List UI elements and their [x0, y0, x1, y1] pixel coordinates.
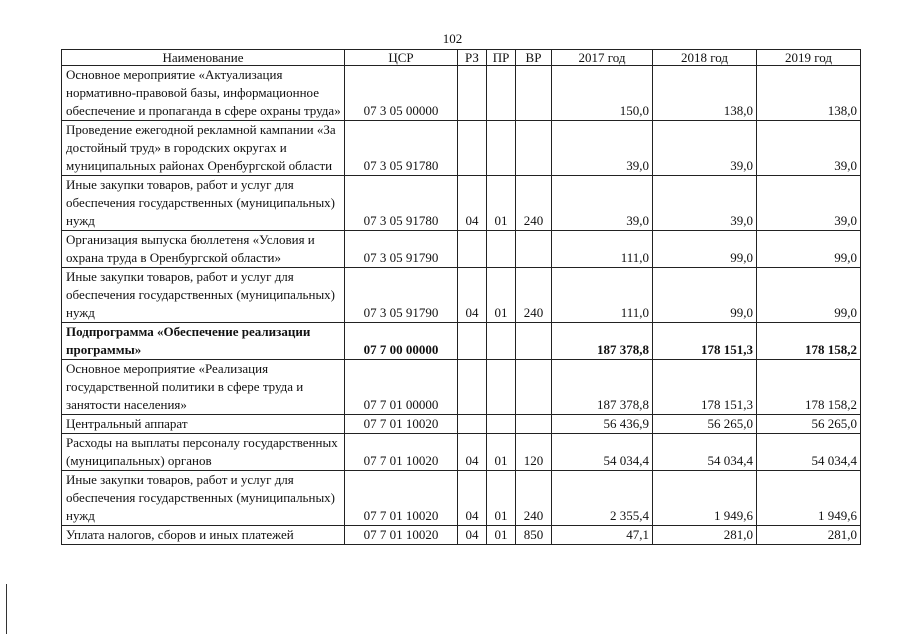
- cell-csr: 07 3 05 91790: [345, 231, 458, 268]
- cell-csr: 07 3 05 00000: [345, 66, 458, 121]
- cell-pr: 01: [487, 434, 516, 471]
- cell-vr: 240: [516, 176, 552, 231]
- cell-csr: 07 3 05 91780: [345, 176, 458, 231]
- cell-name: Основное мероприятие «Актуализация нормативно-правовой базы, информационное обеспечение и пропаганда в сфере охраны труда»: [62, 66, 345, 121]
- cell-2017: 187 378,8: [552, 323, 653, 360]
- cell-rz: 04: [458, 526, 487, 545]
- cell-pr: [487, 66, 516, 121]
- cell-vr: 120: [516, 434, 552, 471]
- cell-2017: 39,0: [552, 176, 653, 231]
- cell-2017: 111,0: [552, 268, 653, 323]
- cell-2018: 99,0: [653, 268, 757, 323]
- cell-csr: 07 7 01 10020: [345, 526, 458, 545]
- cell-2017: 56 436,9: [552, 415, 653, 434]
- cell-pr: [487, 121, 516, 176]
- cell-vr: [516, 323, 552, 360]
- col-header-pr: ПР: [487, 50, 516, 66]
- cell-name: Центральный аппарат: [62, 415, 345, 434]
- margin-line: [6, 584, 7, 634]
- cell-rz: 04: [458, 471, 487, 526]
- col-header-rz: РЗ: [458, 50, 487, 66]
- page-number: 102: [442, 31, 463, 46]
- cell-name: Организация выпуска бюллетеня «Условия и охрана труда в Оренбургской области»: [62, 231, 345, 268]
- cell-2018: 39,0: [653, 121, 757, 176]
- cell-2019: 138,0: [757, 66, 861, 121]
- cell-csr: 07 7 01 00000: [345, 360, 458, 415]
- cell-pr: [487, 360, 516, 415]
- col-header-csr: ЦСР: [345, 50, 458, 66]
- cell-vr: 240: [516, 268, 552, 323]
- budget-table: [61, 49, 861, 545]
- cell-csr: 07 7 01 10020: [345, 471, 458, 526]
- cell-pr: [487, 323, 516, 360]
- cell-rz: [458, 121, 487, 176]
- header-row: [62, 50, 861, 66]
- cell-2018: 1 949,6: [653, 471, 757, 526]
- cell-2018: 178 151,3: [653, 360, 757, 415]
- col-header-2018: 2018 год: [653, 50, 757, 66]
- col-header-2017: 2017 год: [552, 50, 653, 66]
- cell-2017: 2 355,4: [552, 471, 653, 526]
- cell-pr: [487, 231, 516, 268]
- cell-2018: 138,0: [653, 66, 757, 121]
- cell-rz: 04: [458, 434, 487, 471]
- table-row: [62, 268, 861, 323]
- col-header-name: Наименование: [62, 50, 345, 66]
- cell-2018: 54 034,4: [653, 434, 757, 471]
- table-row: [62, 360, 861, 415]
- cell-2017: 54 034,4: [552, 434, 653, 471]
- cell-rz: [458, 415, 487, 434]
- cell-rz: [458, 323, 487, 360]
- cell-name: Иные закупки товаров, работ и услуг для обеспечения государственных (муниципальных) нужд: [62, 471, 345, 526]
- cell-2019: 39,0: [757, 176, 861, 231]
- cell-csr: 07 3 05 91780: [345, 121, 458, 176]
- cell-2018: 178 151,3: [653, 323, 757, 360]
- table-row: [62, 471, 861, 526]
- cell-2019: 99,0: [757, 268, 861, 323]
- cell-vr: [516, 360, 552, 415]
- cell-csr: 07 7 01 10020: [345, 415, 458, 434]
- cell-vr: [516, 121, 552, 176]
- col-header-vr: ВР: [516, 50, 552, 66]
- cell-2019: 1 949,6: [757, 471, 861, 526]
- cell-vr: 240: [516, 471, 552, 526]
- cell-csr: 07 3 05 91790: [345, 268, 458, 323]
- cell-rz: 04: [458, 176, 487, 231]
- cell-2017: 150,0: [552, 66, 653, 121]
- cell-name: Подпрограмма «Обеспечение реализации программы»: [62, 323, 345, 360]
- table-row: [62, 323, 861, 360]
- cell-vr: [516, 66, 552, 121]
- cell-2017: 111,0: [552, 231, 653, 268]
- cell-rz: [458, 231, 487, 268]
- table-row: [62, 415, 861, 434]
- cell-name: Основное мероприятие «Реализация государственной политики в сфере труда и занятости населения»: [62, 360, 345, 415]
- cell-name: Иные закупки товаров, работ и услуг для обеспечения государственных (муниципальных) нужд: [62, 268, 345, 323]
- table-row: [62, 231, 861, 268]
- cell-rz: [458, 66, 487, 121]
- cell-pr: 01: [487, 471, 516, 526]
- cell-vr: 850: [516, 526, 552, 545]
- cell-vr: [516, 231, 552, 268]
- cell-pr: 01: [487, 268, 516, 323]
- cell-2019: 99,0: [757, 231, 861, 268]
- cell-vr: [516, 415, 552, 434]
- cell-2017: 187 378,8: [552, 360, 653, 415]
- cell-2019: 56 265,0: [757, 415, 861, 434]
- cell-2019: 178 158,2: [757, 360, 861, 415]
- table-row: [62, 176, 861, 231]
- table-row: [62, 526, 861, 545]
- table-row: [62, 121, 861, 176]
- col-header-2019: 2019 год: [757, 50, 861, 66]
- cell-2019: 281,0: [757, 526, 861, 545]
- cell-pr: 01: [487, 176, 516, 231]
- cell-name: Расходы на выплаты персоналу государственных (муниципальных) органов: [62, 434, 345, 471]
- cell-2019: 39,0: [757, 121, 861, 176]
- cell-2019: 178 158,2: [757, 323, 861, 360]
- cell-2018: 99,0: [653, 231, 757, 268]
- cell-csr: 07 7 01 10020: [345, 434, 458, 471]
- cell-pr: [487, 415, 516, 434]
- cell-csr: 07 7 00 00000: [345, 323, 458, 360]
- cell-rz: 04: [458, 268, 487, 323]
- cell-rz: [458, 360, 487, 415]
- cell-name: Иные закупки товаров, работ и услуг для обеспечения государственных (муниципальных) нужд: [62, 176, 345, 231]
- cell-name: Проведение ежегодной рекламной кампании «За достойный труд» в городских округах и муниципальных районах Оренбургской области: [62, 121, 345, 176]
- cell-2017: 39,0: [552, 121, 653, 176]
- cell-2018: 281,0: [653, 526, 757, 545]
- table-body: [62, 66, 861, 545]
- table-row: [62, 66, 861, 121]
- table-row: [62, 434, 861, 471]
- cell-name: Уплата налогов, сборов и иных платежей: [62, 526, 345, 545]
- cell-2017: 47,1: [552, 526, 653, 545]
- cell-2019: 54 034,4: [757, 434, 861, 471]
- cell-pr: 01: [487, 526, 516, 545]
- cell-2018: 39,0: [653, 176, 757, 231]
- cell-2018: 56 265,0: [653, 415, 757, 434]
